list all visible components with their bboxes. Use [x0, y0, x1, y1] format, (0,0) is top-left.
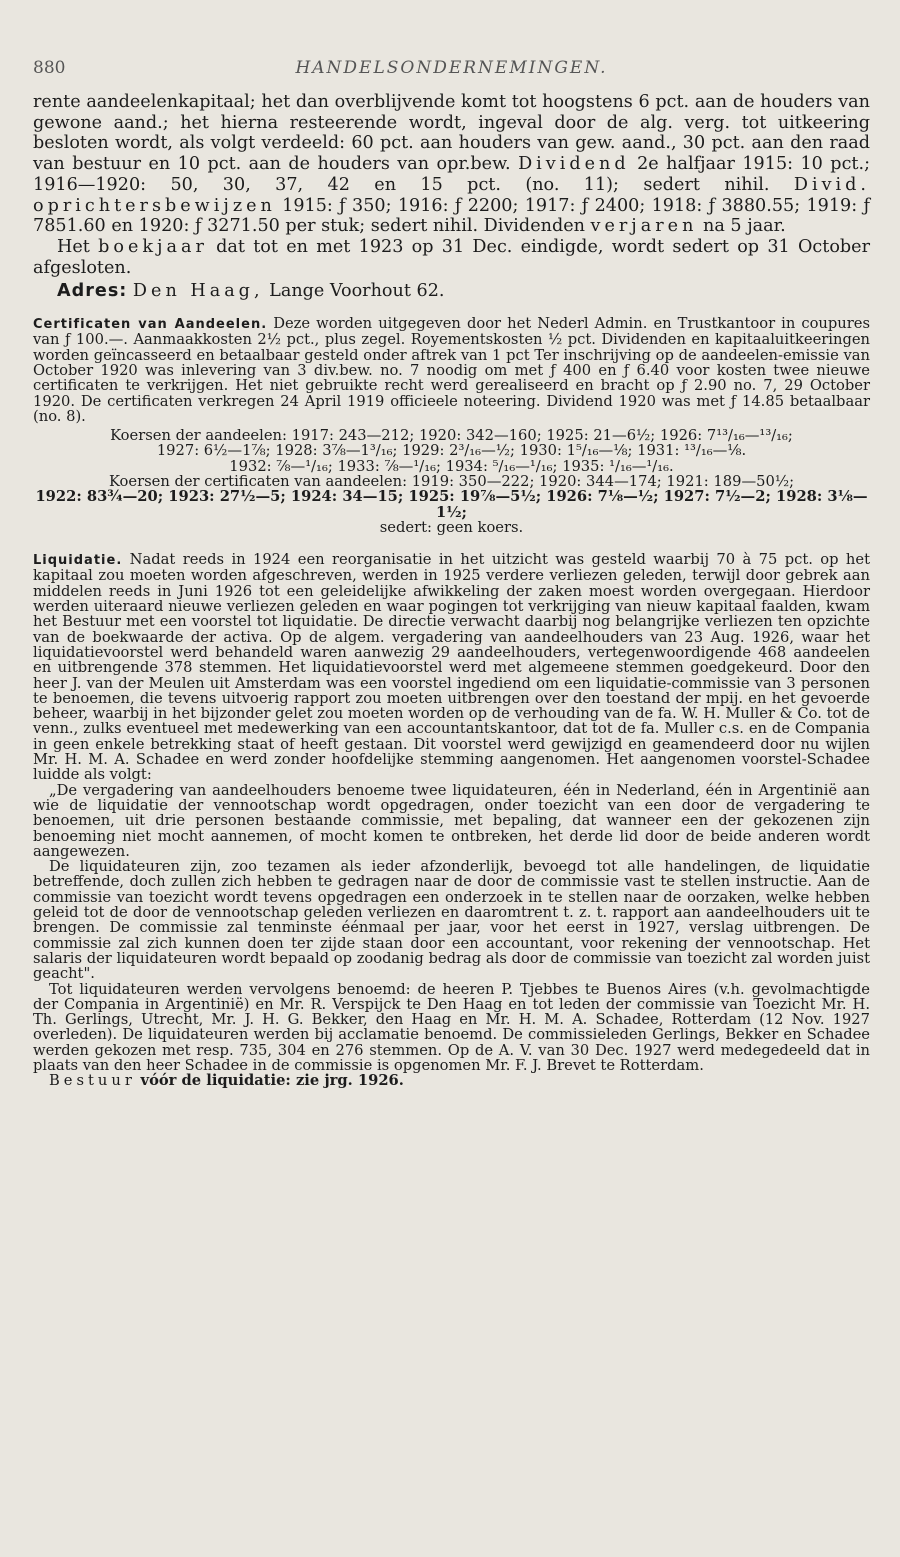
bestuur-line [33, 1073, 870, 1088]
liquidatie-paragraph-4: Tot liquidateuren werden vervolgens benoemd: de heeren P. Tjebbes te Buenos Aires (v.h. gevolmachtigde der Compania in Argentinië) en Mr. R. Verspijck te Den Haag en tot leden der commissie van Toezicht Mr. H. Th. Gerlings, Utrecht, Mr. J. H. G. Bekker, den Haag en Mr. H. M. A. Schadee, Rotterdam (12 Nov. 1927 overleden). De liquidateuren werden bij acclamatie benoemd. De commissieleden Gerlings, Bekker en Schadee werden gekozen met resp. 735, 304 en 276 stemmen. Op de A. V. van 30 Dec. 1927 werd medegedeeld dat in plaats van den heer Schadee in de commissie is opgenomen Mr. F. J. Brevet te Rotterdam. [33, 980, 870, 1074]
page-number: 880 [33, 58, 66, 78]
intro-section [33, 92, 870, 302]
certificaten-paragraph [33, 316, 870, 424]
koersen-section [33, 428, 870, 535]
certificaten-label: Certificaten van Aandeelen. [33, 317, 268, 333]
liquidatie-paragraph-3: De liquidateuren zijn, zoo tezamen als ieder afzonderlijk, bevoegd tot alle handelingen, de liquidatie betreffende, doch zullen zich hebben te gedragen naar de door de commissie vast te stellen instructie. Aan de commissie van toezicht wordt tevens opgedragen een onderzoek in te stellen naar de oorzaken, welke hebben geleid tot de door de vennootschap geleden verliezen en daaromtrent t. z. t. rapport aan aandeelhouders uit te brengen. De commissie zal tenminste éénmaal per jaar, voor het eerst in 1927, verslag uitbrengen. De commissie zal zich kunnen doen ter zijde staan door een accountant, voor rekening der vennootschap. Het salaris der liquidateuren wordt bepaald op zoodanig bedrag als door de commissie van toezicht zal worden juist geacht". [33, 858, 870, 983]
page-header [33, 58, 870, 92]
koersen-certificaten-line-2: 1922: 83¾—20; 1923: 27½—5; 1924: 34—15; 1925: 19⅞—5½; 1926: 7⅛—½; 1927: 7½—2; 1928: 3⅛—1½; [35, 488, 868, 521]
dividend-text: 2e halfjaar 1915: 10 pct.; 1916—1920: 50, 30, 37, 42 en 15 pct. (no. 11); sedert nihil. [33, 154, 871, 195]
intro-text: rente aandeelenkapitaal; het dan overblijvende komt tot hoogstens 6 pct. aan de houders van gewone aand.; het hierna resteerende wordt, ingeval door de alg. verg. tot uitkeering besloten wordt, als volgt verdeeld: 60 pct. aan houders van gew. aand., 30 pct. aan den raad van bestuur en 10 pct. aan de houders van opr.bew. [33, 92, 870, 175]
bestuur-label: Bestuur [49, 1072, 136, 1090]
koersen-aandeelen-line-1: Koersen der aandeelen: 1917: 243—212; 1920: 342—160; 1925: 21—6½; 1926: 7¹³/₁₆—¹³/₁₆; [110, 427, 793, 445]
divid-oprichters-text: 1915: ƒ 350; 1916: ƒ 2200; 1917: ƒ 2400; 1918: ƒ 3880.55; 1919: ƒ 7851.60 en 1920: ƒ 3271.50 per stuk; sedert nihil. Dividenden [33, 195, 870, 237]
liquidatie-label: Liquidatie. [33, 553, 123, 569]
adres-label: Adres: [57, 281, 128, 302]
boekjaar-label: boekjaar [98, 236, 208, 257]
boekjaar-pre: Het [57, 236, 90, 257]
running-title: HANDELSONDERNEMINGEN. [295, 58, 608, 78]
koersen-aandeelen-line-3: 1932: ⅞—¹/₁₆; 1933: ⅞—¹/₁₆; 1934: ⁵/₁₆—¹/₁₆; 1935: ¹/₁₆—¹/₁₆. [229, 457, 674, 475]
adres-street: Lange Voorhout 62. [269, 281, 445, 302]
boekjaar-paragraph [33, 237, 870, 278]
koersen-aandeelen-line-2: 1927: 6½—1⅞; 1928: 3⅞—1³/₁₆; 1929: 2³/₁₆—½; 1930: 1⁵/₁₆—⅛; 1931: ¹³/₁₆—⅛. [156, 442, 747, 460]
liquidatie-paragraph-2: „De vergadering van aandeelhouders benoeme twee liquidateuren, één in Nederland, één in Argentinië aan wie de liquidatie der vennootschap wordt opgedragen, onder toezicht van een door de vergadering te benoemen, uit drie personen bestaande commissie, met bepaling, dat wanneer een der gekozenen zijn benoeming niet mocht aannemen, of mocht komen te ontbreken, het derde lid door de beide anderen wordt aangewezen. [33, 781, 870, 860]
boekjaar-text: dat tot en met 1923 op 31 Dec. eindigde, wordt sedert op 31 October afgesloten. [33, 236, 870, 278]
certificaten-text: Deze worden uitgegeven door het Nederl Admin. en Trustkantoor in coupures van ƒ 100.—. Aanmaakkosten 2½ pct., plus zegel. Royementskosten ½ pct. Dividenden en kapitaaluitkeeringen worden geïncasseerd en betaalbaar gesteld onder aftrek van 1 pct Ter inschrijving op de aandeelen-emissie van October 1920 was inlevering van 3 div.bew. no. 7 noodig om met ƒ 400 en ƒ 6.40 voor kosten twee nieuwe certificaten te verkrijgen. Het niet gebruikte recht werd gerealiseerd en bracht op ƒ 2.90 no. 7, 29 October 1920. De certificaten verkregen 24 April 1919 officieele noteering. Dividend 1920 was met ƒ 14.85 betaalbaar (no. 8). [33, 315, 870, 425]
adres-city: Den Haag, [132, 281, 264, 302]
divid-oprichters-label: Divid. oprichtersbewijzen [33, 174, 871, 216]
liquidatie-paragraph-1 [33, 552, 870, 782]
liquidatie-text-1: Nadat reeds in 1924 een reorganisatie in het uitzicht was gesteld waarbij 70 à 75 pct. op het kapitaal zou moeten worden afgeschreven, werden in 1925 verdere verliezen geleden, terwijl door gebrek aan middelen reeds in Juni 1926 tot een geleidelijke afwikkeling der zaken moest worden overgegaan. Hierdoor werden uiteraard nieuwe verliezen geleden en waar pogingen tot verkrijging van nieuw kapitaal faalden, kwam het Bestuur met een voorstel tot liquidatie. De directie verwacht daarbij nog belangrijke verliezen ten opzichte van de boekwaarde der activa. Op de algem. vergadering van aandeelhouders van 23 Aug. 1926, waar het liquidatievoorstel werd behandeld waren aanwezig 29 aandeelhouders, vertegenwoordigende 468 aandeelen en uitbrengende 378 stemmen. Het liquidatievoorstel werd met algemeene stemmen goedgekeurd. Door den heer J. van der Meulen uit Amsterdam was een voorstel ingediend om een liquidatie-commissie van 3 personen te benoemen, die tevens uitvoerig rapport zou moeten uitbrengen over den toestand der mpij. en het gevoerde beheer, waarbij in het bijzonder gelet zou moeten worden op de verhouding van de fa. W. H. Muller & Co. tot de venn., zulks eventueel met medewerking van een accountantskantoor, dat tot de fa. Muller c.s. en de Compania in geen enkele betrekking staat of heeft gestaan. Dit voorstel werd gewijzigd en geamendeerd door nu wijlen Mr. H. M. A. Schadee en werd zonder hoofdelijke stemming aangenomen. Het aangenomen voorstel-Schadee luidde als volgt: [33, 551, 870, 784]
bestuur-text: vóór de liquidatie: zie jrg. 1926. [140, 1072, 404, 1090]
koersen-certificaten-line-1: Koersen der certificaten van aandeelen: 1919: 350—222; 1920: 344—174; 1921: 189—50½; [108, 473, 795, 490]
liquidatie-section [33, 552, 870, 1088]
verjaren-label: verjaren [590, 216, 698, 237]
dividend-label: Dividend [518, 154, 630, 175]
intro-paragraph [33, 92, 870, 237]
koersen-certificaten-line-3: sedert: geen koers. [379, 518, 524, 536]
certificaten-section [33, 316, 870, 424]
adres-line [33, 281, 870, 302]
verjaren-text: na 5 jaar. [703, 216, 786, 237]
